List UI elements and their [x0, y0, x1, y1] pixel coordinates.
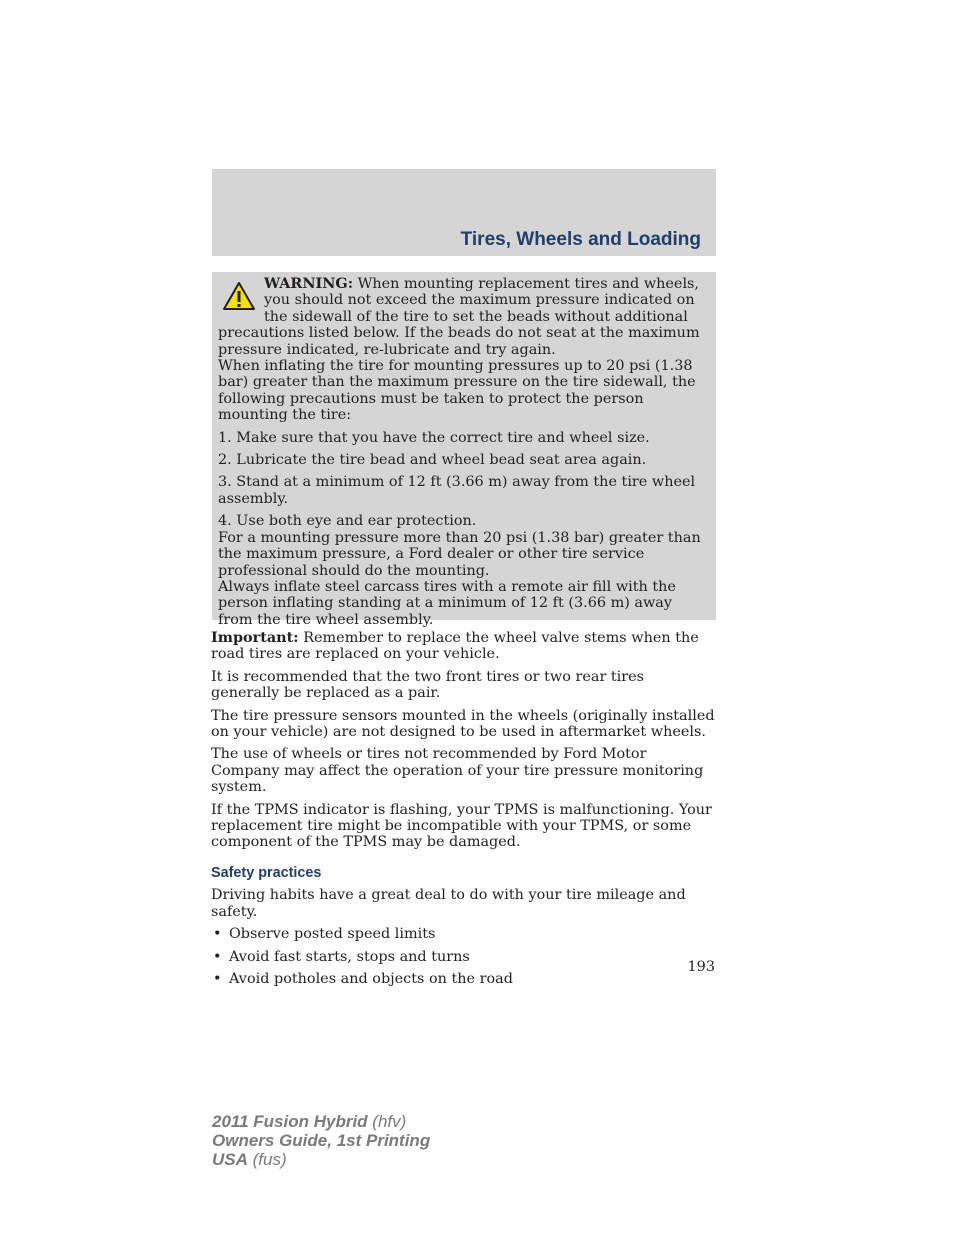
warning-step: 3. Stand at a minimum of 12 ft (3.66 m) away from the tire wheel assembly.: [218, 474, 696, 507]
body-paragraph: The tire pressure sensors mounted in the wheels (originally installed on your vehicle) are not designed to be used in aftermarket wheels.: [211, 707, 715, 741]
bullet-icon: •: [213, 970, 222, 987]
bullet-list: [211, 926, 716, 987]
footer-guide-line: Owners Guide, 1st Printing: [212, 1131, 431, 1150]
warning-step: 1. Make sure that you have the correct tire and wheel size.: [218, 429, 650, 446]
chapter-title: Tires, Wheels and Loading: [460, 229, 701, 250]
warning-step: 2. Lubricate the tire bead and wheel bead seat area again.: [218, 452, 647, 469]
footer-region-line: USA (fus): [212, 1150, 287, 1169]
section-intro: Driving habits have a great deal to do with your tire mileage and safety.: [211, 887, 686, 920]
important-label: Important:: [211, 629, 299, 646]
bullet-icon: •: [213, 926, 222, 943]
important-note: Important: Remember to replace the wheel valve stems when the road tires are replaced on your vehicle.: [211, 629, 699, 663]
body-paragraph: It is recommended that the two front tires or two rear tires generally be replaced as a pair.: [211, 668, 645, 702]
body-text: [211, 630, 716, 993]
list-item: • Observe posted speed limits: [213, 926, 436, 943]
list-item: • Avoid potholes and objects on the road: [213, 970, 513, 987]
bullet-icon: •: [213, 948, 222, 965]
page-number: 193: [687, 959, 715, 975]
warning-dealer: For a mounting pressure more than 20 psi (1.38 bar) greater than the maximum pressure, a Ford dealer or other tire service professional should do the mounting.: [218, 529, 701, 579]
section-heading: Safety practices: [211, 864, 322, 881]
body-paragraph: The use of wheels or tires not recommended by Ford Motor Company may affect the operation of your tire pressure monitoring system.: [211, 746, 704, 796]
warning-steel: Always inflate steel carcass tires with a remote air fill with the person inflating standing at a minimum of 12 ft (3.66 m) away from the tire wheel assembly.: [218, 578, 676, 628]
warning-intro: WARNING: When mounting replacement tires and wheels, you should not exceed the maximum pressure indicated on the sidewall of the tire to set the beads without additional precautions listed below. If the beads do not seat at the maximum pressure indicated, re-lubricate and try again.: [218, 275, 700, 358]
warning-inflating: When inflating the tire for mounting pressures up to 20 psi (1.38 bar) greater than the maximum pressure on the tire sidewall, the following precautions must be taken to protect the person mounting the tire:: [218, 358, 696, 424]
warning-box: [212, 272, 716, 628]
warning-label: WARNING:: [264, 275, 354, 292]
list-item: • Avoid fast starts, stops and turns: [213, 948, 470, 965]
warning-step: 4. Use both eye and ear protection.: [218, 513, 477, 530]
footer-model-line: 2011 Fusion Hybrid (hfv): [212, 1112, 407, 1131]
chapter-header-band: [212, 169, 716, 256]
footer: [212, 1112, 430, 1169]
body-paragraph: If the TPMS indicator is flashing, your TPMS is malfunctioning. Your replacement tire might be incompatible with your TPMS, or some component of the TPMS may be damaged.: [211, 801, 712, 851]
warning-triangle-icon: [222, 281, 256, 311]
